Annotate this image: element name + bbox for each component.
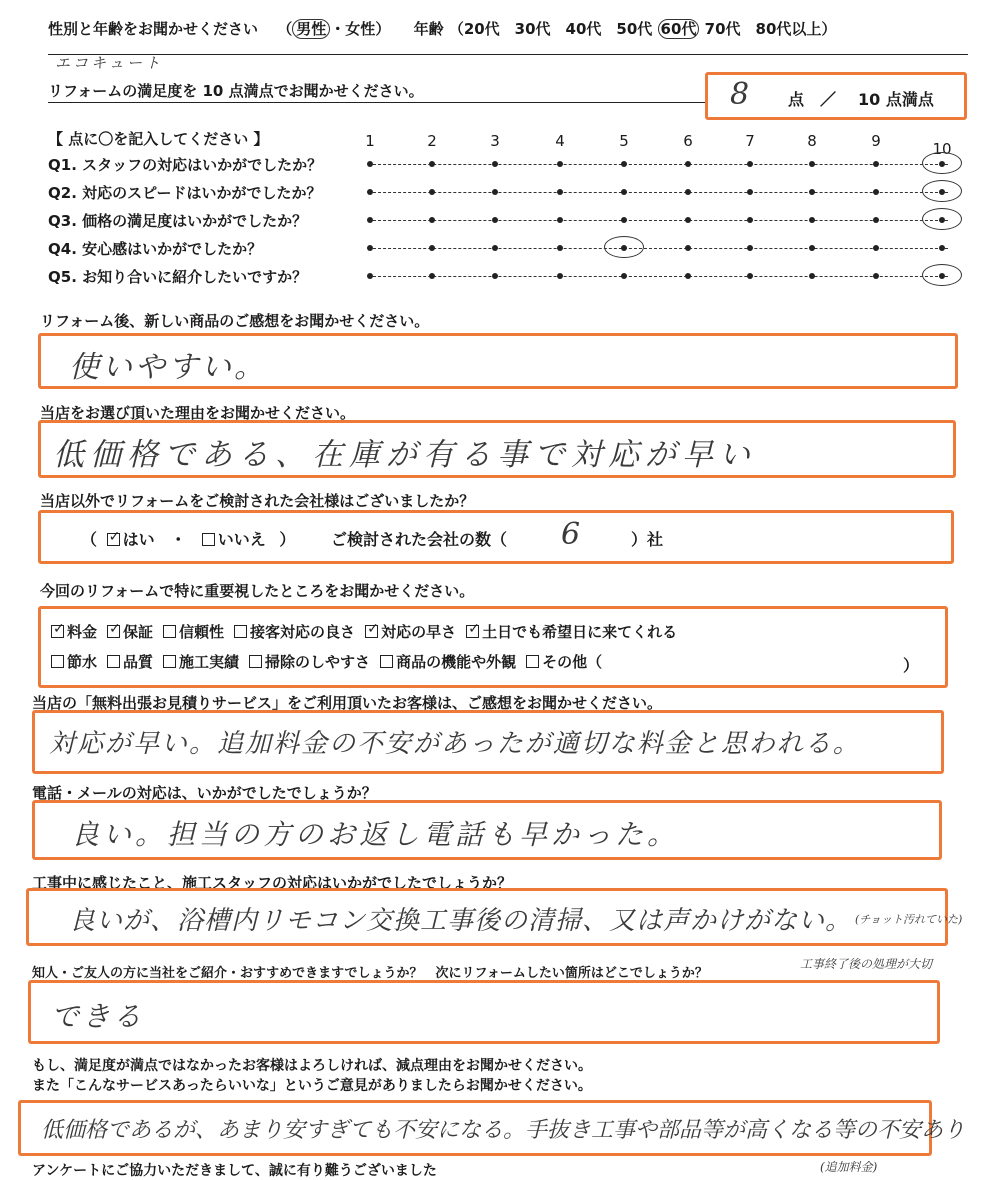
estimate-label: 当店の「無料出張お見積りサービス」をご利用頂いたお客様は、ご感想をお聞かせください。 [32,694,663,712]
priorities-label: 今回のリフォームで特に重要視したところをお聞かせください。 [40,582,475,600]
priorities-row-1 [51,621,687,642]
priority-checkbox[interactable] [249,655,262,668]
scale-point[interactable] [809,245,815,251]
scale-point[interactable] [429,273,435,279]
priority-option-label: 商品の機能や外観 [396,653,517,671]
scale-point[interactable] [557,189,563,195]
gender-female-option[interactable]: 女性 [345,20,376,38]
priority-option-label: 品質 [123,653,154,671]
scale-number-1: 1 [365,132,375,150]
company-count-label: ご検討された会社の数（ [331,530,508,549]
scale-point[interactable] [429,245,435,251]
scale-number-4: 4 [555,132,565,150]
priority-checkbox[interactable] [51,625,64,638]
estimate-answer: 対応が早い。追加料金の不安があったが適切な料金と思われる。 [49,729,861,759]
scale-instruction: 【 点に〇を記入してください 】 [48,130,269,148]
demographics-label: 性別と年齢をお聞かせください [48,20,259,38]
scale-point[interactable] [367,245,373,251]
priority-option-label: 掃除のしやすさ [265,653,371,671]
demographics-row [48,18,836,39]
scale-answer-circle-2 [922,180,962,202]
scale-point[interactable] [492,245,498,251]
scale-point[interactable] [429,189,435,195]
scale-point[interactable] [492,161,498,167]
scale-number-10: 10 [932,140,952,158]
divider-top [48,54,968,55]
contact-answer: 良い。担当の方のお返し電話も早かった。 [71,818,680,851]
scale-line-5 [368,276,948,277]
priority-option-label: 節水 [67,653,98,671]
priority-checkbox[interactable] [107,625,120,638]
priority-option[interactable] [380,653,516,671]
scale-answer-circle-1 [922,152,962,174]
scale-question-label-1: Q1. スタッフの対応はいかがでしたか？ [48,156,323,174]
priority-option-label: 保証 [123,623,154,641]
scale-point[interactable] [557,217,563,223]
priority-checkbox[interactable] [51,655,64,668]
scale-point[interactable] [747,189,753,195]
scale-point[interactable] [809,217,815,223]
priority-checkbox[interactable] [365,625,378,638]
scale-point[interactable] [685,161,691,167]
scale-point[interactable] [747,273,753,279]
scale-point[interactable] [873,217,879,223]
priority-checkbox[interactable] [234,625,247,638]
scale-answer-circle-4 [604,236,644,258]
choices-open: （ [81,530,98,549]
scale-point[interactable] [621,273,627,279]
scale-point[interactable] [685,189,691,195]
scale-point[interactable] [873,245,879,251]
scale-point[interactable] [747,245,753,251]
other-companies-choices [81,527,295,550]
satisfaction-slash: ／ [820,90,837,109]
satisfaction-unit: 点 [788,90,805,109]
scale-point[interactable] [492,189,498,195]
contact-label: 電話・メールの対応は、いかがでしたでしょうか？ [32,784,377,802]
priority-checkbox[interactable] [163,625,176,638]
priority-option-label: 接客対応の良さ [250,623,356,641]
satisfaction-underline [48,102,708,103]
other-companies-box [38,510,954,564]
scale-number-5: 5 [619,132,629,150]
priority-option[interactable] [365,623,456,641]
feedback-label-line2: また「こんなサービスあったらいいな」というご意見がありましたらお聞かせください。 [32,1078,592,1094]
priority-option-label: 施工実績 [179,653,240,671]
yes-label: はい [122,530,155,549]
scale-point[interactable] [557,245,563,251]
scale-point[interactable] [621,161,627,167]
scale-number-6: 6 [683,132,693,150]
gender-male-option[interactable]: 男性 [292,19,330,39]
construction-answer-box[interactable] [26,888,963,946]
impression-label: リフォーム後、新しい商品のご感想をお聞かせください。 [40,312,430,330]
priority-option[interactable] [163,653,239,671]
estimate-answer-box[interactable] [32,710,944,774]
age-option-selected[interactable]: 60代 [658,19,700,39]
gender-close: ） [375,20,391,38]
satisfaction-score[interactable]: 8 [730,77,753,112]
scale-point[interactable] [557,273,563,279]
age-options-after: 70代 80代以上） [704,20,837,38]
scale-question-label-3: Q3. 価格の満足度はいかがでしたか？ [48,212,308,230]
reason-answer: 低価格である、在庫が有る事で対応が早い [53,437,756,473]
priorities-other-close: ） [903,656,920,675]
feedback-answer: 低価格であるが、あまり安すぎても不安になる。手抜き工事や部品等が高くなる等の不安あり [41,1118,966,1143]
scale-answer-circle-5 [922,264,962,286]
age-label: 年齢 [413,20,444,38]
scale-point[interactable] [685,217,691,223]
priority-option[interactable] [163,623,224,641]
scale-question-label-4: Q4. 安心感はいかがでしたか？ [48,240,263,258]
choices-sep: ・ [170,530,187,549]
priority-checkbox[interactable] [163,655,176,668]
scale-point[interactable] [685,273,691,279]
scale-line-3 [368,220,948,221]
scale-line-4 [368,248,948,249]
priority-checkbox[interactable] [526,655,539,668]
scale-number-2: 2 [427,132,437,150]
scale-point[interactable] [367,189,373,195]
scale-number-9: 9 [871,132,881,150]
priority-option-label: 土日でも希望日に来てくれる [482,623,678,641]
satisfaction-label: リフォームの満足度を 10 点満点でお聞かせください。 [48,82,424,100]
scale-point[interactable] [367,273,373,279]
referral-side-note: 工事終了後の処理が大切 [800,957,933,971]
scale-point[interactable] [747,217,753,223]
scale-point[interactable] [557,161,563,167]
construction-answer: 良いが、浴槽内リモコン交換工事後の清掃、又は声かけがない。 [69,906,853,936]
priority-option[interactable] [466,623,677,641]
footer-text: アンケートにご協力いただきまして、誠に有り難うございました [32,1163,437,1179]
construction-label: 工事中に感じたこと、施工スタッフの対応はいかがでしたでしょうか？ [32,874,513,892]
priority-option[interactable] [51,623,97,641]
no-label: いいえ [217,530,266,549]
scale-point[interactable] [429,217,435,223]
satisfaction-box [705,72,967,120]
feedback-answer-box[interactable] [18,1100,966,1156]
scale-point[interactable] [492,217,498,223]
scale-point[interactable] [939,245,945,251]
other-companies-label: 当店以外でリフォームをご検討された会社様はございましたか？ [40,492,475,510]
yes-checkbox[interactable] [107,533,120,546]
priority-option[interactable] [51,653,97,671]
scale-answer-circle-3 [922,208,962,230]
construction-answer-note: (チョット汚れていた) [855,913,963,926]
satisfaction-max: 10 点満点 [858,90,934,109]
scale-number-8: 8 [807,132,817,150]
priority-checkbox[interactable] [380,655,393,668]
referral-label: 知人・ご友人の方に当社をご紹介・おすすめできますでしょうか？ 次にリフォームしたい箇所はどこでしょうか？ [32,966,708,981]
priority-option-label: その他（ [542,653,603,671]
priority-option-label: 信頼性 [179,623,225,641]
referral-answer-box[interactable] [28,980,940,1044]
scale-point[interactable] [429,161,435,167]
priority-option[interactable] [107,653,153,671]
priorities-box [38,606,948,688]
scale-point[interactable] [809,273,815,279]
priority-option-label: 料金 [67,623,98,641]
scale-number-3: 3 [490,132,500,150]
scale-question-label-5: Q5. お知り合いに紹介したいですか？ [48,268,308,286]
no-checkbox[interactable] [202,533,215,546]
scale-number-7: 7 [745,132,755,150]
priority-checkbox[interactable] [107,655,120,668]
scale-point[interactable] [621,217,627,223]
priority-option[interactable] [249,653,370,671]
scale-point[interactable] [747,161,753,167]
priority-option[interactable] [234,623,355,641]
scale-point[interactable] [367,217,373,223]
scale-point[interactable] [809,161,815,167]
feedback-label-line1: もし、満足度が満点ではなかったお客様はよろしければ、減点理由をお聞かせください。 [32,1058,592,1074]
referral-answer: できる [51,1000,145,1033]
scale-point[interactable] [873,189,879,195]
scale-point[interactable] [873,273,879,279]
scale-point[interactable] [873,161,879,167]
scale-point[interactable] [809,189,815,195]
priority-option[interactable] [526,653,602,671]
scale-line-1 [368,164,948,165]
gender-open: （ [277,20,293,38]
impression-answer: 使いやすい。 [69,350,267,385]
scale-point[interactable] [685,245,691,251]
scale-point[interactable] [367,161,373,167]
scale-point[interactable] [621,189,627,195]
choices-close: ） [279,530,296,549]
reason-label: 当店をお選び頂いた理由をお聞かせください。 [40,404,356,422]
gender-sep: ・ [330,20,346,38]
age-options-before: （20代 30代 40代 50代 [448,20,653,38]
impression-answer-box[interactable] [38,333,958,389]
priorities-row-2 [51,651,612,672]
scale-line-2 [368,192,948,193]
priority-checkbox[interactable] [466,625,479,638]
scale-point[interactable] [492,273,498,279]
priority-option-label: 対応の早さ [381,623,457,641]
company-count-value[interactable]: 6 [561,517,584,552]
contact-answer-box[interactable] [32,800,942,860]
feedback-answer-note: (追加料金) [820,1160,878,1174]
scale-question-label-2: Q2. 対応のスピードはいかがでしたか？ [48,184,322,202]
product-note: エコキュート [55,54,164,72]
company-count-unit: ）社 [631,530,664,549]
priority-option[interactable] [107,623,153,641]
reason-answer-box[interactable] [38,420,956,478]
